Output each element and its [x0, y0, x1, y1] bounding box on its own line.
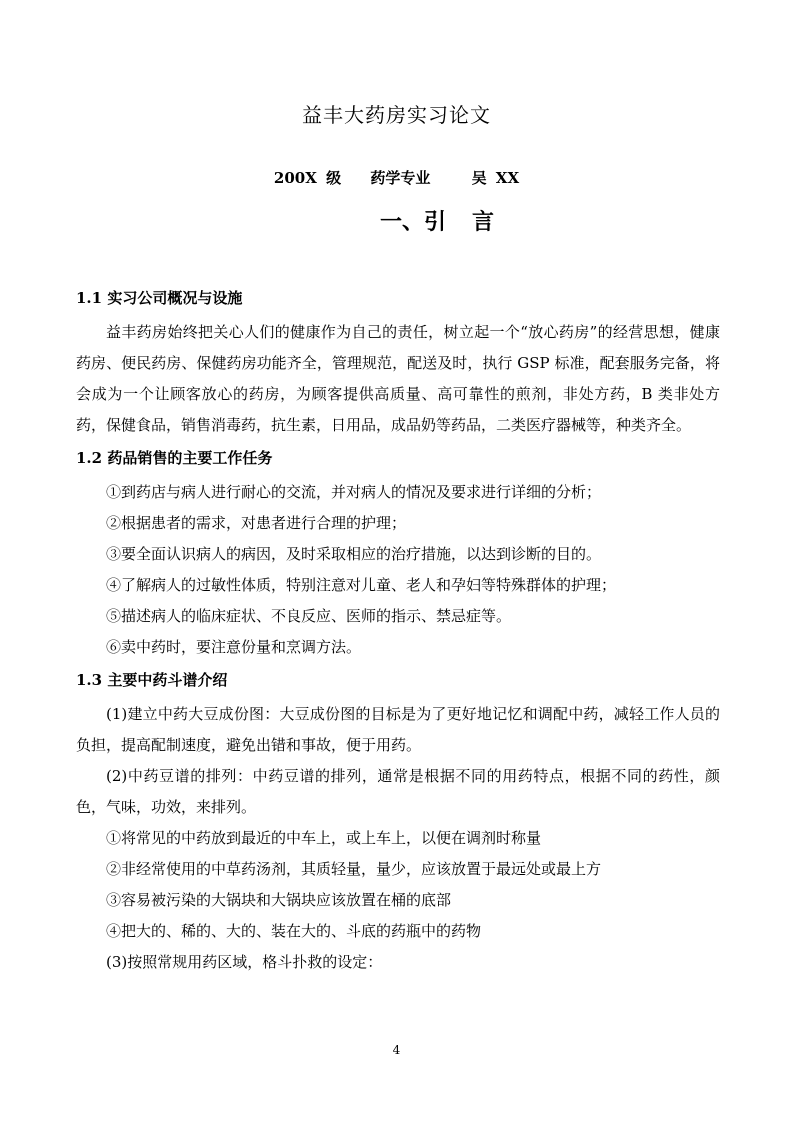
section-heading-1-3: 1.3 主要中药斗谱介绍 [76, 671, 228, 689]
page-number: 4 [392, 1043, 401, 1057]
author-name: 吴 XX [471, 169, 520, 187]
document-body [76, 287, 720, 978]
author-grade: 200X 级 [273, 169, 342, 187]
chapter-number: 一、引 [379, 209, 446, 235]
list-item: ⑥卖中药时，要注意份量和烹调方法。 [106, 638, 362, 656]
section-heading-1-2: 1.2 药品销售的主要工作任务 [76, 449, 273, 467]
task-list [76, 477, 720, 663]
list-item: ③容易被污染的大锅块和大锅块应该放置在桶的底部 [106, 891, 452, 909]
list-item: ④把大的、稀的、大的、装在大的、斗底的药瓶中的药物 [106, 922, 482, 940]
list-item: ①到药店与病人进行耐心的交流，并对病人的情况及要求进行详细的分析； [106, 483, 602, 501]
chapter-word: 言 [472, 209, 495, 235]
section-paragraph-1-1: 益丰药房始终把关心人们的健康作为自己的责任，树立起一个“放心药房”的经营思想，健康药房、便民药房、保健药房功能齐全，管理规范，配送及时，执行 GSP 标准，配套服务完备，将会成为一个让顾客放心的药房，为顾客提供高质量、高可靠性的煎剂，非处方药，B 类非处方药，保健食品，销售消毒药，抗生素，日用品，成品奶等药品，二类医疗器械等，种类齐全。 [76, 323, 720, 434]
list-item: ②根据患者的需求，对患者进行合理的护理； [106, 514, 407, 532]
list-item: ①将常见的中药放到最近的中车上，或上车上，以便在调剂时称量 [106, 829, 542, 847]
section-heading-1-1: 1.1 实习公司概况与设施 [76, 289, 243, 307]
section-paragraph-1-3-c: (3)按照常规用药区域，格斗扑救的设定： [106, 953, 383, 971]
list-item: ③要全面认识病人的病因，及时采取相应的治疗措施，以达到诊断的目的。 [106, 545, 602, 563]
author-line [0, 167, 793, 188]
list-item: ④了解病人的过敏性体质，特别注意对儿童、老人和孕妇等特殊群体的护理； [106, 576, 617, 594]
list-item: ⑤描述病人的临床症状、不良反应、医师的指示、禁忌症等。 [106, 607, 512, 625]
arrangement-list [76, 823, 720, 947]
chapter-heading [0, 205, 793, 236]
section-paragraph-1-3-a: (1)建立中药大豆成份图：大豆成份图的目标是为了更好地记忆和调配中药，减轻工作人员的负担，提高配制速度，避免出错和事故，便于用药。 [76, 705, 720, 754]
section-paragraph-1-3-b: (2)中药豆谱的排列：中药豆谱的排列，通常是根据不同的用药特点，根据不同的药性，颜色，气味，功效，来排列。 [76, 767, 720, 816]
document-title: 益丰大药房实习论文 [302, 103, 491, 127]
list-item: ②非经常使用的中草药汤剂，其质轻量，量少，应该放置于最远处或最上方 [106, 860, 602, 878]
author-major: 药学专业 [370, 169, 431, 187]
